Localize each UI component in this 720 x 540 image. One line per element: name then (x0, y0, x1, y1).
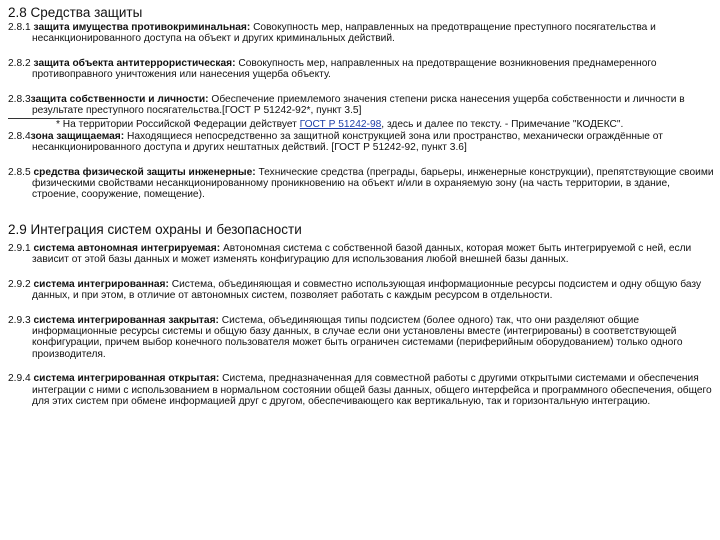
paragraph-2-8-3 (8, 94, 714, 117)
definition: Система, объединяющая типы подсистем (более одного) так, что они разделяют общие информационные ресурсы системы и общую базу данных, в случае если они установлены вместе (интегрированы) в соответствующей конфигурации, причем выбор конечного пользователя может быть ограничен системами (периферийным оборудованием) только одного производителя. (32, 314, 683, 360)
section-heading-2-8: 2.8 Средства защиты (8, 5, 143, 20)
term: защита объекта антитеррористическая: (33, 57, 236, 69)
term: средства физической защиты инженерные: (33, 166, 256, 178)
item-number: 2.8.4 (8, 130, 31, 142)
term: защита собственности и личности: (30, 93, 209, 105)
paragraph-2-9-4 (8, 373, 714, 407)
term: система интегрированная: (33, 278, 169, 290)
item-number: 2.8.5 (8, 166, 31, 178)
definition: Технические средства (преграды, барьеры, инженерные конструкции), препятствующие своими физическими свойствами несанкционированному проникновению на объект и/или в охраняемую зону (на часть территории, в здание, строение, сооружение, помещение). (32, 166, 714, 201)
footnote-text-end: , здесь и далее по тексту. - Примечание "КОДЕКС". (381, 119, 624, 131)
footnote-text: * На территории Российской Федерации действует (56, 119, 297, 131)
gost-link[interactable]: ГОСТ Р 51242-98 (299, 119, 382, 131)
paragraph-2-8-5 (8, 167, 714, 201)
term: защита имущества противокриминальная: (33, 22, 251, 33)
definition: Находящиеся непосредственно за защитной конструкцией зона или пространство, механически ограждённые от несанкционированного доступа и других нештатных действий. [ГОСТ Р 51242-92, пункт 3.6] (32, 130, 663, 154)
paragraph-2-9-2 (8, 279, 714, 302)
definition: Автономная система с собственной базой данных, которая может быть интегрируемой с ней, если зависит от этой базы данных и может изменять конфигурацию для использования любой внешней базы данных. (32, 242, 692, 266)
paragraph-2-8-2 (8, 58, 714, 81)
item-number: 2.8.2 (8, 57, 31, 69)
section-heading-2-9: 2.9 Интеграция систем охраны и безопасности (8, 221, 302, 237)
term: зона защищаемая: (30, 130, 125, 142)
paragraph-2-8-4 (8, 131, 714, 154)
item-number: 2.8.3 (8, 93, 31, 105)
paragraph-2-8-1 (8, 22, 714, 45)
paragraph-2-9-1 (8, 243, 714, 266)
term: система интегрированная закрытая: (33, 314, 219, 326)
paragraph-2-9-3 (8, 315, 714, 361)
definition: Система, предназначенная для совместной работы с другими открытыми системами и обеспечения интеграции с ними с использованием в нормальном состоянии общей базы данных, общего интерфейса и программного обеспечения, общего для этих систем при обмене информацией друг с другом, обеспечивающего как вертикальную, так и горизонтальную интеграцию. (32, 373, 712, 407)
item-number: 2.8.1 (8, 22, 31, 33)
footnote (8, 119, 714, 130)
term: система интегрированная открытая: (33, 373, 220, 385)
item-number: 2.9.2 (8, 278, 31, 290)
definition: Система, объединяющая и совместно использующая информационные ресурсы подсистем и одну общую базу данных, и при этом, в отличие от автономных систем, позволяет работать с каждым ресурсом в отдельности. (32, 278, 702, 302)
item-number: 2.9.1 (8, 242, 31, 254)
item-number: 2.9.3 (8, 314, 31, 326)
item-number: 2.9.4 (8, 373, 31, 385)
term: система автономная интегрируемая: (33, 242, 221, 254)
definition: Совокупность мер, направленных на предотвращение возникновения преднамеренного противоправного уничтожения или нанесения ущерба объекту. (32, 57, 657, 81)
definition: Совокупность мер, направленных на предотвращение преступного посягательства и несанкционированного доступа на объект и других криминальных действий. (32, 22, 656, 45)
definition: Обеспечение приемлемого значения степени риска нанесения ущерба собственности и личности в результате преступного посягательства.[ГОСТ Р 51242-92*, пункт 3.5] (32, 93, 685, 117)
